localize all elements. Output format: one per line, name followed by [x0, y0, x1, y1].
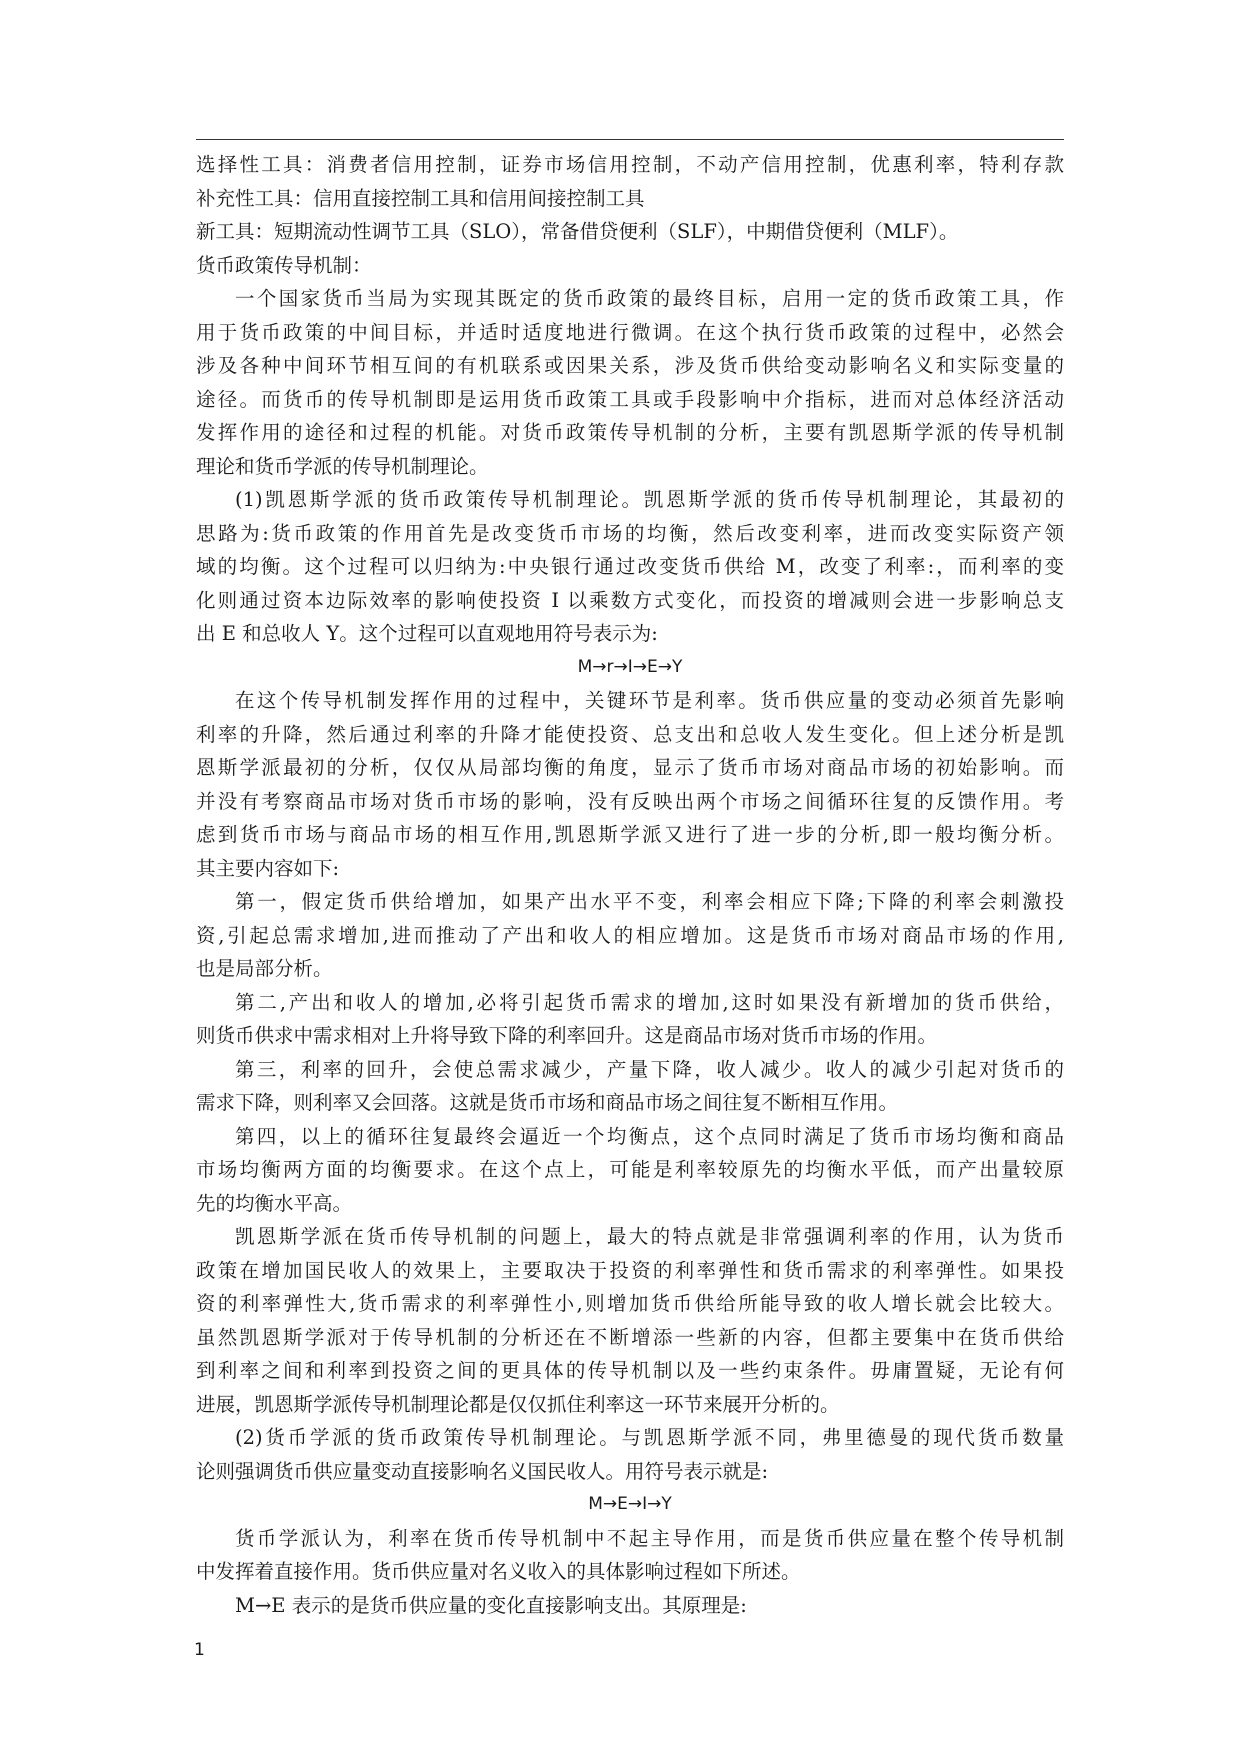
text-line: 思路为:货币政策的作用首先是改变货币市场的均衡，然后改变利率，进而改变实际资产领 — [196, 521, 1064, 545]
text-line: 中发挥着直接作用。货币供应量对名义收入的具体影响过程如下所述。 — [196, 1560, 801, 1583]
text-line: 先的均衡水平高。 — [196, 1191, 353, 1215]
text-line: 补充性工具：信用直接控制工具和信用间接控制工具 — [196, 186, 645, 210]
text-line: 凯恩斯学派在货币传导机制的问题上，最大的特点就是非常强调利率的作用，认为货币 — [235, 1225, 1064, 1248]
text-line: 虑到货币市场与商品市场的相互作用,凯恩斯学派又进行了进一步的分析,即一般均衡分析。 — [196, 823, 1064, 846]
text-line: 用于货币政策的中间目标，并适时适度地进行微调。在这个执行货币政策的过程中，必然会 — [196, 320, 1064, 344]
text-line: 涉及各种中间环节相互间的有机联系或因果关系，涉及货币供给变动影响名义和实际变量的 — [196, 354, 1064, 377]
text-line: (2)货币学派的货币政策传导机制理论。与凯恩斯学派不同，弗里德曼的现代货币数量 — [235, 1426, 1064, 1449]
text-line: M→E 表示的是货币供应量的变化直接影响支出。其原理是: — [235, 1593, 747, 1617]
text-line: 一个国家货币当局为实现其既定的货币政策的最终目标，启用一定的货币政策工具，作 — [235, 287, 1064, 310]
text-line: 则货币供求中需求相对上升将导致下降的利率回升。这是商品市场对货币市场的作用。 — [196, 1024, 938, 1047]
text-line: 需求下降，则利率又会回落。这就是货币市场和商品市场之间往复不断相互作用。 — [196, 1091, 899, 1114]
text-line: 第二,产出和收人的增加,必将引起货币需求的增加,这时如果没有新增加的货币供给， — [235, 990, 1064, 1014]
text-line: 也是局部分析。 — [196, 957, 333, 980]
text-line: 第三，利率的回升，会使总需求减少，产量下降，收人减少。收人的减少引起对货币的 — [235, 1057, 1064, 1081]
text-line: 政策在增加国民收人的效果上，主要取决于投资的利率弹性和货币需求的利率弹性。如果投 — [196, 1258, 1064, 1282]
text-line: 在这个传导机制发挥作用的过程中，关键环节是利率。货币供应量的变动必须首先影响 — [235, 689, 1064, 712]
page-number: 1 — [194, 1640, 205, 1660]
formula: M→E→I→Y — [588, 1494, 672, 1514]
text-line: 出 E 和总收人 Y。这个过程可以直观地用符号表示为: — [196, 622, 658, 645]
text-line: 途径。而货币的传导机制即是运用货币政策工具或手段影响中介指标，进而对总体经济活动 — [196, 387, 1064, 411]
text-line: 选择性工具：消费者信用控制，证券市场信用控制，不动产信用控制，优惠利率，特利存款 — [196, 153, 1064, 176]
text-line: 第一，假定货币供给增加，如果产出水平不变，利率会相应下降;下降的利率会刺激投 — [235, 890, 1064, 913]
text-line: 进展，凯恩斯学派传导机制理论都是仅仅抓住利率这一环节来展开分析的。 — [196, 1392, 840, 1416]
text-line: 发挥作用的途径和过程的机能。对货币政策传导机制的分析，主要有凯恩斯学派的传导机制 — [196, 421, 1064, 444]
text-line: 恩斯学派最初的分析，仅仅从局部均衡的角度，显示了货币市场对商品市场的初始影响。而 — [196, 756, 1064, 779]
text-line: 论则强调货币供应量变动直接影响名义国民收人。用符号表示就是: — [196, 1459, 769, 1483]
document-body — [196, 148, 1064, 1622]
text-line: (1)凯恩斯学派的货币政策传导机制理论。凯恩斯学派的货币传导机制理论，其最初的 — [235, 488, 1064, 511]
text-line: 虽然凯恩斯学派对于传导机制的分析还在不断增添一些新的内容，但都主要集中在货币供给 — [196, 1325, 1064, 1349]
formula: M→r→I→E→Y — [577, 656, 683, 677]
text-line: 市场均衡两方面的均衡要求。在这个点上，可能是利率较原先的均衡水平低，而产出量较原 — [196, 1158, 1064, 1181]
text-line: 资,引起总需求增加,进而推动了产出和收人的相应增加。这是货币市场对商品市场的作用, — [196, 923, 1064, 947]
text-line: 货币学派认为，利率在货币传导机制中不起主导作用，而是货币供应量在整个传导机制 — [235, 1526, 1064, 1550]
text-line: 资的利率弹性大,货币需求的利率弹性小,则增加货币供给所能导致的收人增长就会比较大。 — [196, 1292, 1064, 1315]
text-line: 新工具：短期流动性调节工具（SLO），常备借贷便利（SLF），中期借贷便利（MLF）。 — [196, 220, 959, 243]
text-line: 到利率之间和利率到投资之间的更具体的传导机制以及一些约束条件。毋庸置疑，无论有何 — [196, 1359, 1064, 1382]
text-line: 其主要内容如下: — [196, 856, 340, 880]
text-line: 域的均衡。这个过程可以归纳为:中央银行通过改变货币供给 M，改变了利率:，而利率的变 — [196, 555, 1064, 578]
text-line: 并没有考察商品市场对货币市场的影响，没有反映出两个市场之间循环往复的反馈作用。考 — [196, 789, 1064, 813]
text-line: 理论和货币学派的传导机制理论。 — [196, 454, 489, 478]
text-line: 利率的升降，然后通过利率的升降才能使投资、总支出和总收人发生变化。但上述分析是凯 — [196, 722, 1064, 746]
section-heading: 货币政策传导机制： — [196, 253, 372, 277]
header-rule — [196, 139, 1064, 140]
text-line: 第四，以上的循环往复最终会逼近一个均衡点，这个点同时满足了货币市场均衡和商品 — [235, 1124, 1064, 1148]
text-line: 化则通过资本边际效率的影响使投资 I 以乘数方式变化，而投资的增减则会进一步影响总支 — [196, 588, 1064, 612]
